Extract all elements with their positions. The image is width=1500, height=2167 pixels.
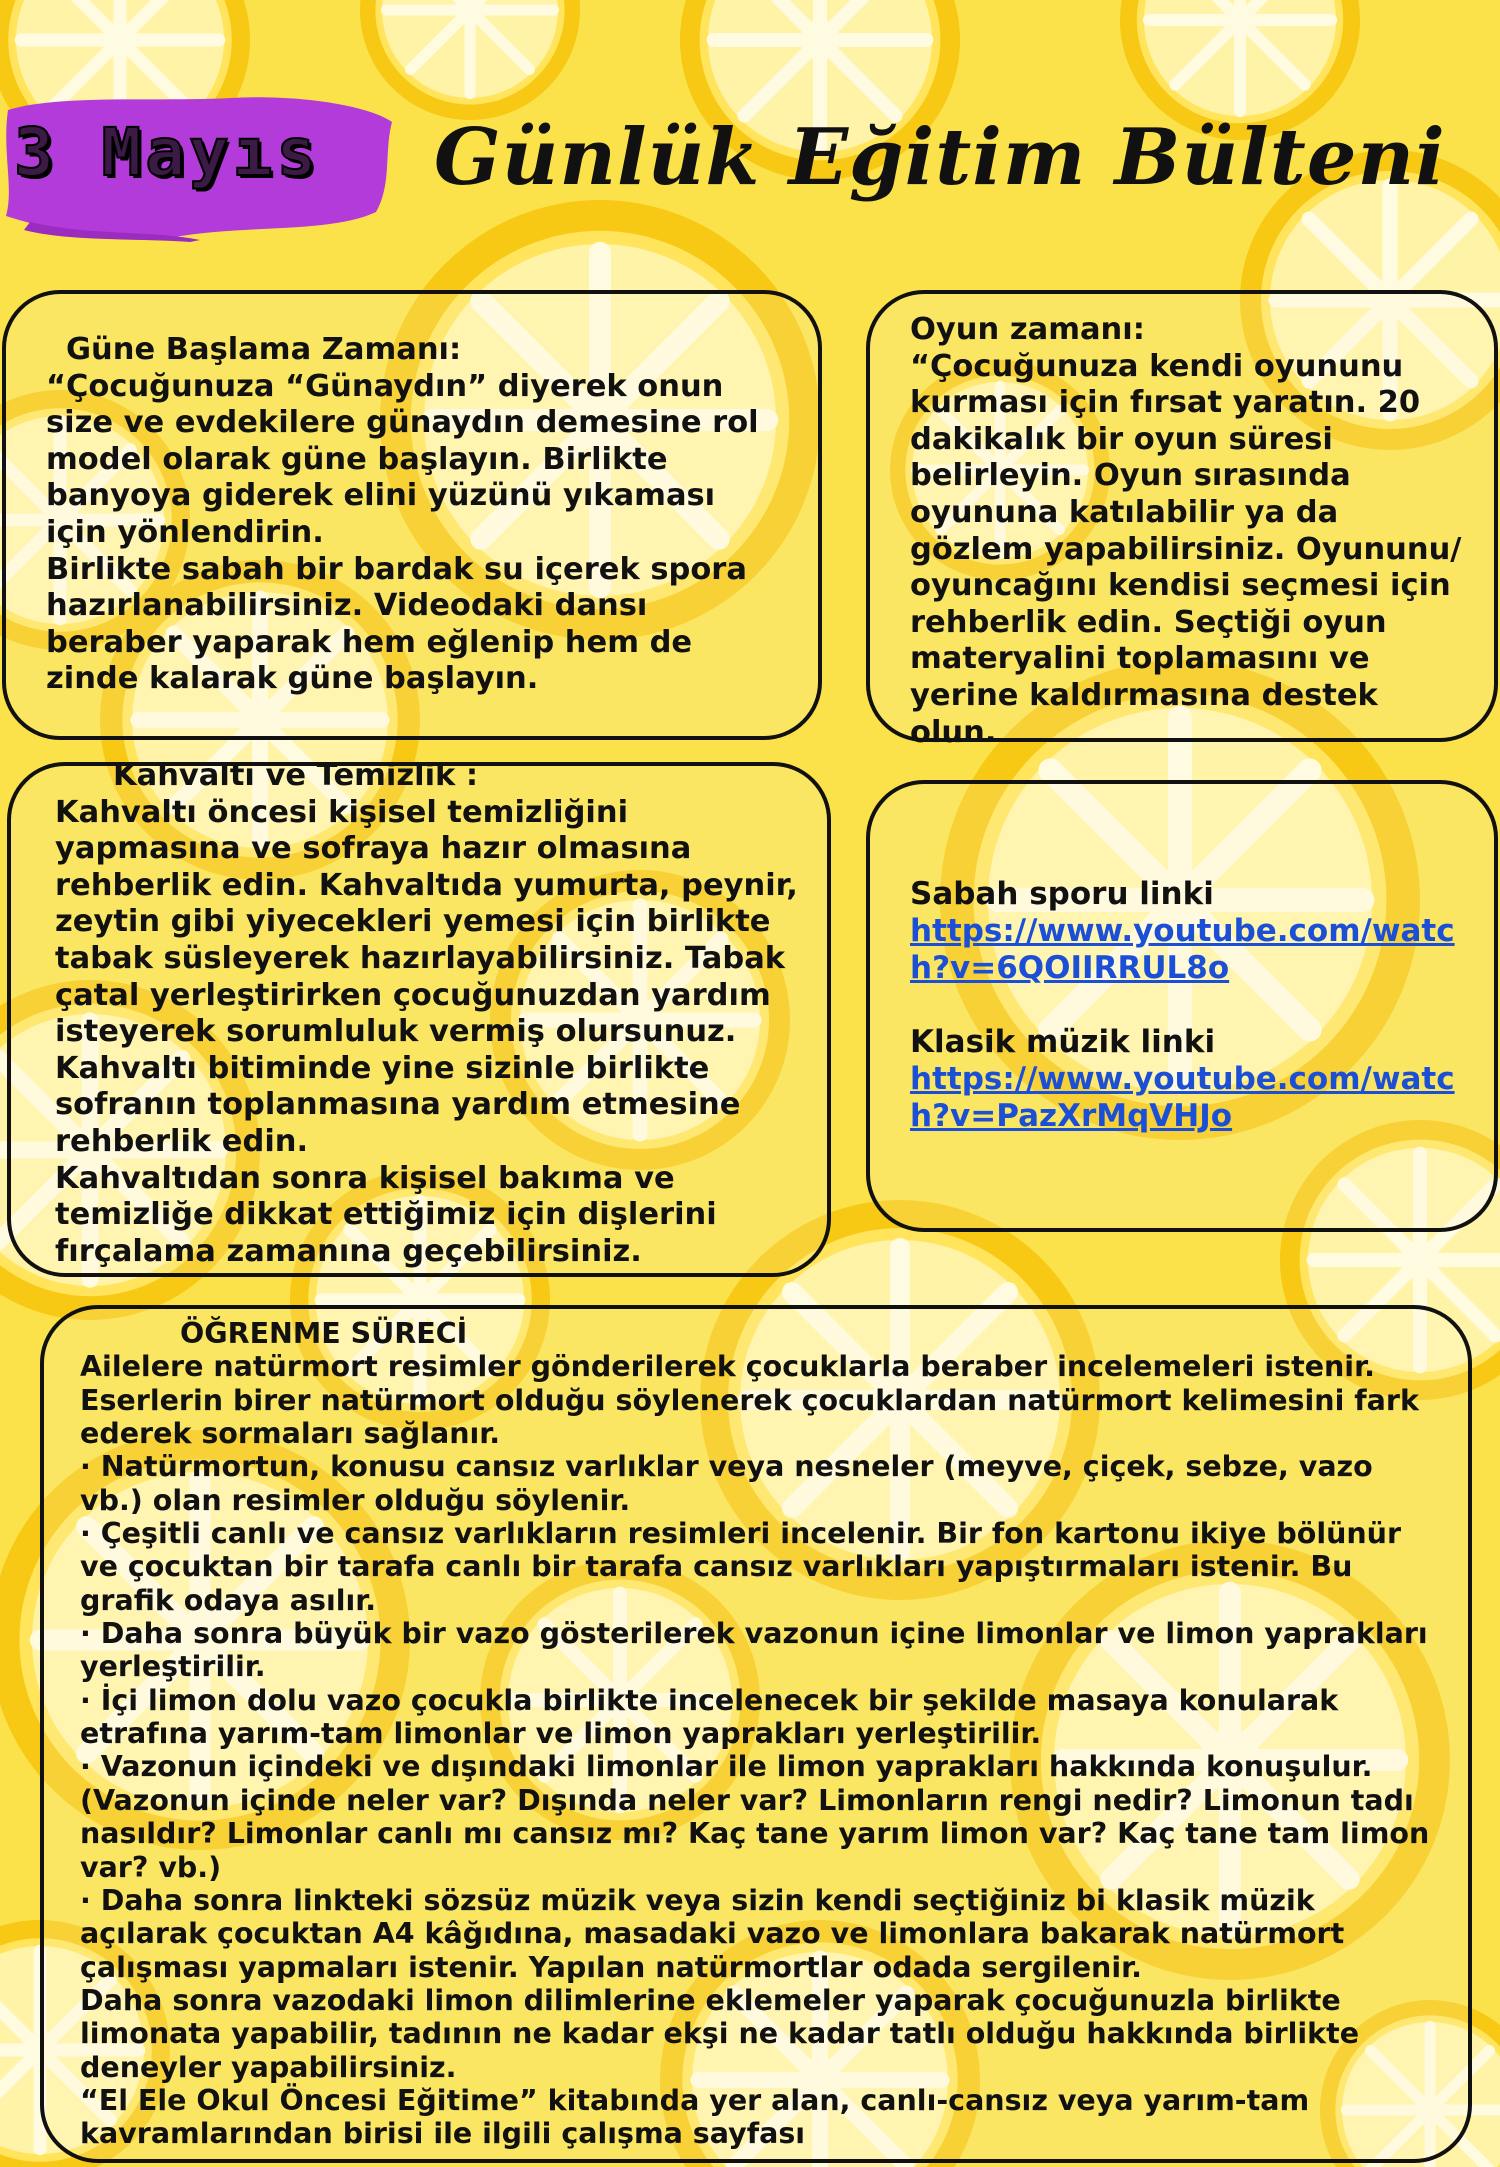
links-card — [866, 780, 1498, 1232]
classical-music-link[interactable]: https://www.youtube.com/watch?v=PazXrMqVHJo — [910, 1060, 1455, 1134]
play-time-title: Oyun zamanı: — [910, 312, 1145, 347]
learning-process-text: Ailelere natürmort resimler gönderilerek çocuklarla beraber incelemeleri istenir. Eserlerin birer natürmort olduğu söylenerek çocuklardan natürmort kelimesini fark ederek sormaları sağlanır. · Natürmortun, konusu cansız varlıklar veya nesneler (meyve, çiçek, sebze, vazo vb.) olan resimler olduğu söylenir. · Çeşitli canlı ve cansız varlıkların resimleri incelenir. Bir fon kartonu ikiye bölünür ve çocuktan bir tarafa canlı bir tarafa cansız varlıkları yapıştırmaları istenir. Bu grafik odaya asılır. · Daha sonra büyük bir vazo gösterilerek vazonun içine limonlar ve limon yaprakları yerleştirilir. · İçi limon dolu vazo çocukla birlikte incelenecek bir şekilde masaya konularak etrafına yarım-tam limonlar ve limon yaprakları yerleştirilir. · Vazonun içindeki ve dışındaki limonlar ile limon yaprakları hakkında konuşulur. (Vazonun içinde neler var? Dışında neler var? Limonların rengi nedir? Limonun tadı nasıldır? Limonlar canlı mı cansız mı? Kaç tane yarım limon var? Kaç tane tam limon var? vb.) · Daha sonra linkteki sözsüz müzik veya sizin kendi seçtiğiniz bi klasik müzik açılarak çocuktan A4 kâğıdına, masadaki vazo ve limonlara bakarak natürmort çalışması yapmaları istenir. Yapılan natürmortlar odada sergilenir. Daha sonra vazodaki limon dilimlerine eklemeler yaparak çocuğunuzla birlikte limonata yapabilir, tadının ne kadar ekşi ne kadar tatlı olduğu hakkında birlikte deneyler yapabilirsiniz. “El Ele Okul Öncesi Eğitime” kitabında yer alan, canlı-cansız veya yarım-tam kavramlarından birisi ile ilgili çalışma sayfası — [80, 1350, 1430, 2151]
breakfast-title: Kahvaltı ve Temizlik : — [113, 758, 479, 793]
morning-start-text: “Çocuğunuza “Günaydın” diyerek onun size ve evdekilere günaydın demesine rol model olarak güne başlayın. Birlikte banyoya giderek elini yüzünü yıkaması için yönlendirin. Birlikte sabah bir bardak su içerek spora hazırlanabilirsiniz. Videodaki dansı beraber yaparak hem eğlenip hem de zinde kalarak güne başlayın. — [46, 368, 759, 697]
breakfast-card — [7, 758, 831, 1277]
page-title: Günlük Eğitim Bülteni — [434, 112, 1446, 203]
morning-start-card — [2, 290, 822, 740]
play-time-text: “Çocuğunuza kendi oyununu kurması için fırsat yaratın. 20 dakikalık bir oyun süresi belirleyin. Oyun sırasında oyununa katılabilir ya da gözlem yapabilirsiniz. Oyununu/ oyuncağını kendisi seçmesi için rehberlik edin. Seçtiği oyun materyalini toplamasını ve yerine kaldırmasına destek olun. — [910, 348, 1462, 750]
learning-process-title: ÖĞRENME SÜRECİ — [180, 1317, 468, 1350]
classical-music-link-block — [910, 1024, 1472, 1136]
breakfast-text: Kahvaltı öncesi kişisel temizliğini yapmasına ve sofraya hazır olmasına rehberlik edin. Kahvaltıda yumurta, peynir, zeytin gibi yiyecekleri yemesi için birlikte tabak süsleyerek hazırlayabilirsiniz. Tabak çatal yerleştirirken çocuğunuzdan yardım isteyerek sorumluluk vermiş olursunuz. Kahvaltı bitiminde yine sizinle birlikte sofranın toplanmasına yardım etmesine rehberlik edin. Kahvaltıdan sonra kişisel bakıma ve temizliğe dikkat ettiğimiz için dişlerini fırçalama zamanına geçebilirsiniz. — [55, 794, 798, 1269]
date-label: 3 Mayıs — [14, 114, 321, 191]
morning-exercise-link[interactable]: https://www.youtube.com/watch?v=6QOIIRRUL8o — [910, 913, 1455, 987]
morning-exercise-link-label: Sabah sporu linki — [910, 876, 1214, 912]
morning-start-title: Güne Başlama Zamanı: — [66, 332, 462, 367]
classical-music-link-label: Klasik müzik linki — [910, 1023, 1216, 1060]
play-time-card — [866, 290, 1498, 750]
morning-exercise-link-block — [910, 876, 1472, 988]
learning-process-card — [40, 1305, 1472, 2163]
